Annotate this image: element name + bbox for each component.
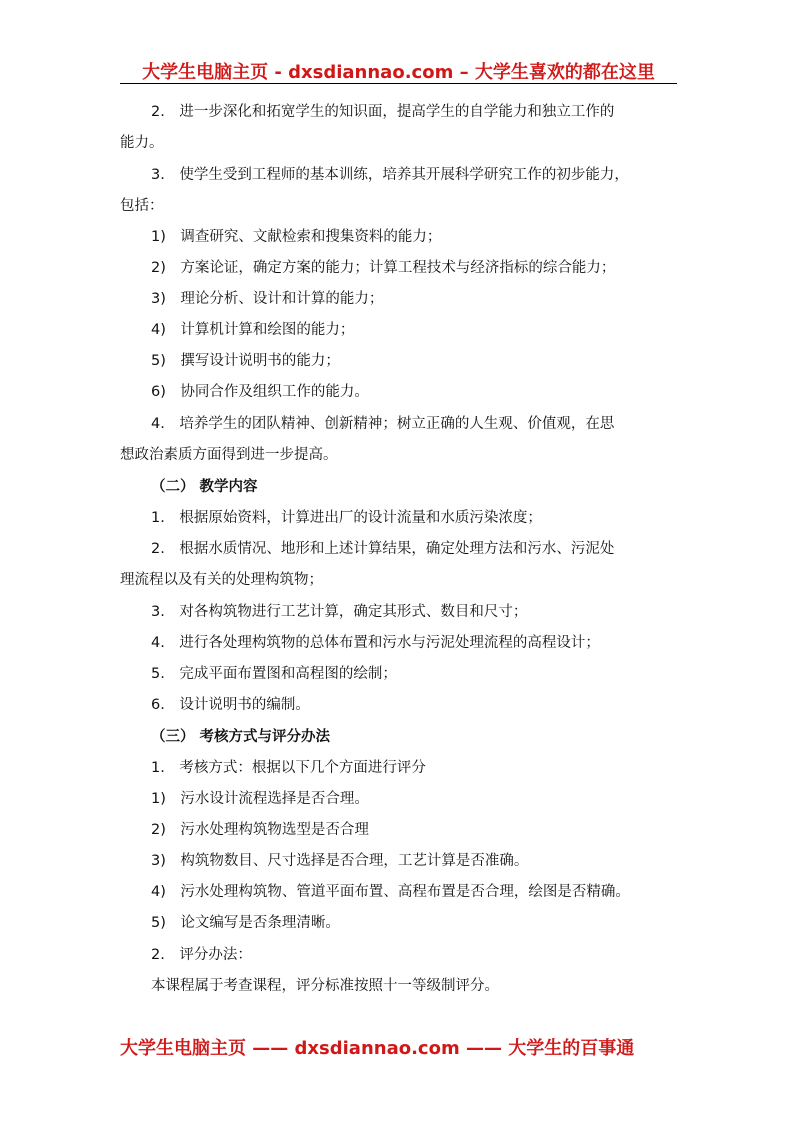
list-item: 3) 理论分析、设计和计算的能力； — [151, 291, 384, 307]
list-item: 6) 协同合作及组织工作的能力。 — [151, 384, 369, 400]
paragraph-line: 4. 培养学生的团队精神、创新精神；树立正确的人生观、价值观，在思 — [151, 416, 615, 432]
paragraph-line: 2. 进一步深化和拓宽学生的知识面，提高学生的自学能力和独立工作的 — [151, 104, 615, 120]
list-item: 1. 根据原始资料，计算进出厂的设计流量和水质污染浓度； — [151, 510, 542, 526]
list-item: 4. 进行各处理构筑物的总体布置和污水与污泥处理流程的高程设计； — [151, 635, 600, 651]
list-item: 6. 设计说明书的编制。 — [151, 697, 310, 713]
list-item: 5) 论文编写是否条理清晰。 — [151, 915, 340, 931]
paragraph-line: 想政治素质方面得到进一步提高。 — [120, 447, 338, 463]
list-item: 5) 撰写设计说明书的能力； — [151, 353, 340, 369]
page-footer-banner: 大学生电脑主页 —— dxsdiannao.com —— 大学生的百事通 — [120, 1038, 635, 1059]
list-item: 2) 污水处理构筑物选型是否合理 — [151, 822, 369, 838]
paragraph-line: 能力。 — [120, 135, 164, 151]
list-item: 1) 污水设计流程选择是否合理。 — [151, 791, 369, 807]
page-header-banner: 大学生电脑主页 - dxsdiannao.com – 大学生喜欢的都在这里 — [142, 62, 655, 83]
paragraph-line: 本课程属于考查课程，评分标准按照十一等级制评分。 — [151, 978, 499, 994]
list-item: 1. 考核方式：根据以下几个方面进行评分 — [151, 760, 426, 776]
section-heading-assessment: （三） 考核方式与评分办法 — [151, 729, 331, 745]
list-item: 5. 完成平面布置图和高程图的绘制； — [151, 666, 397, 682]
list-item: 3) 构筑物数目、尺寸选择是否合理，工艺计算是否准确。 — [151, 853, 529, 869]
section-heading-teaching-content: （二） 教学内容 — [151, 479, 258, 495]
list-item: 3. 对各构筑物进行工艺计算，确定其形式、数目和尺寸； — [151, 604, 528, 620]
list-item: 2. 评分办法： — [151, 947, 252, 963]
list-item: 4) 污水处理构筑物、管道平面布置、高程布置是否合理，绘图是否精确。 — [151, 884, 630, 900]
list-item: 4) 计算机计算和绘图的能力； — [151, 322, 355, 338]
paragraph-line: 2. 根据水质情况、地形和上述计算结果，确定处理方法和污水、污泥处 — [151, 541, 615, 557]
list-item: 1) 调查研究、文献检索和搜集资料的能力； — [151, 229, 442, 245]
paragraph-line: 3. 使学生受到工程师的基本训练，培养其开展科学研究工作的初步能力， — [151, 167, 629, 183]
paragraph-line: 包括： — [120, 198, 164, 214]
paragraph-line: 理流程以及有关的处理构筑物； — [120, 572, 323, 588]
list-item: 2) 方案论证，确定方案的能力；计算工程技术与经济指标的综合能力； — [151, 260, 616, 276]
